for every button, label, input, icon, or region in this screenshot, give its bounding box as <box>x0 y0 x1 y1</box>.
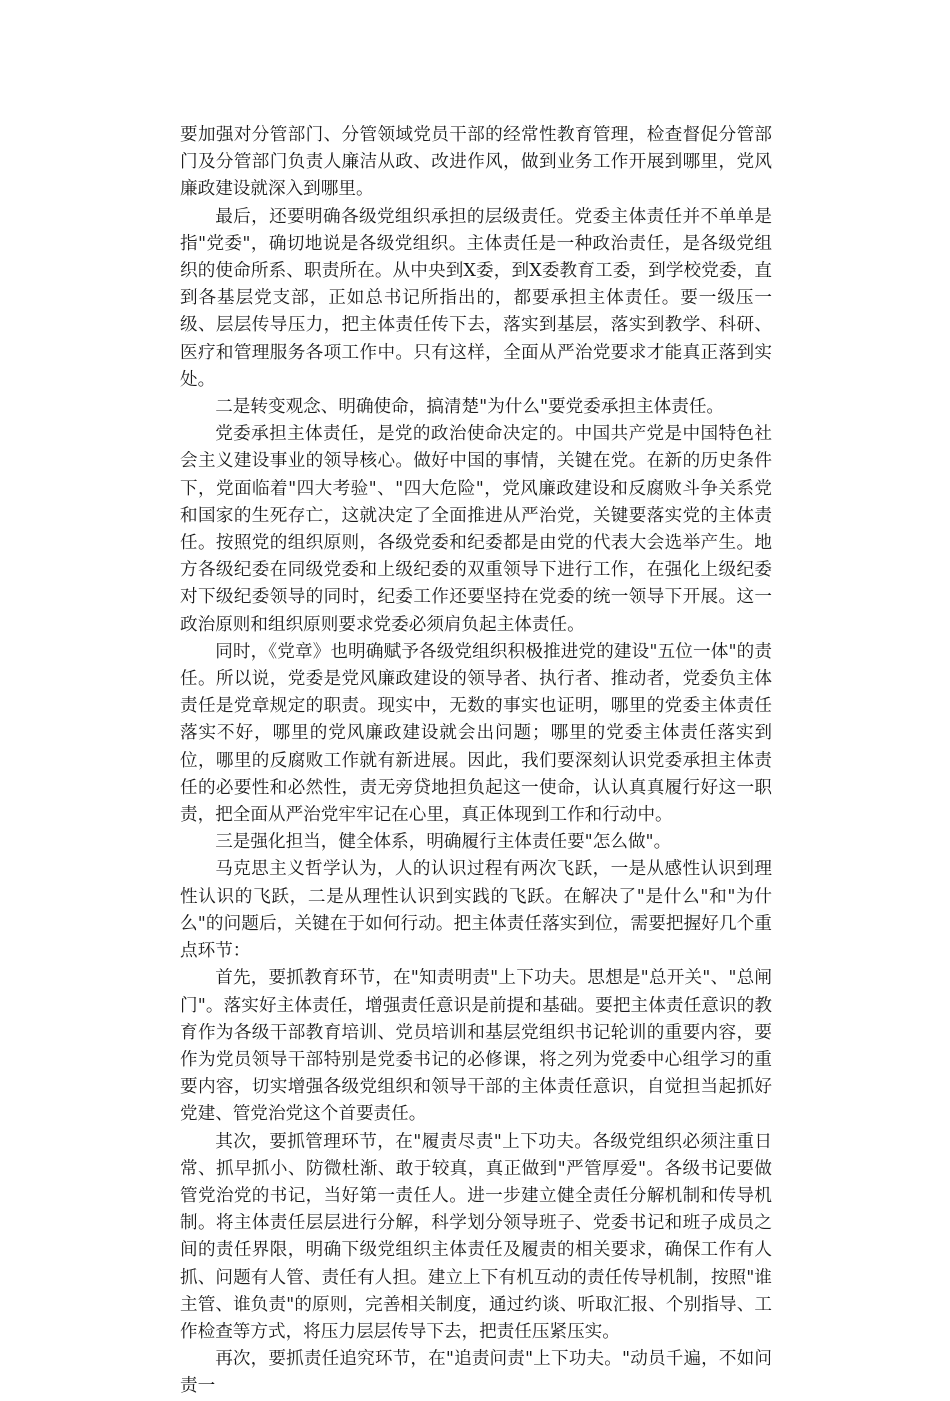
paragraph-level-responsibility: 最后，还要明确各级党组织承担的层级责任。党委主体责任并不单单是指"党委"，确切地说是各级党组织。主体责任是一种政治责任，是各级党组织的使命所系、职责所在。从中央到X委，到X委教育工委，到学校党委，直到各基层党支部，正如总书记所指出的，都要承担主体责任。要一级压一级、层层传导压力，把主体责任传下去，落实到基层，落实到教学、科研、医疗和管理服务各项工作中。只有这样，全面从严治党要求才能真正落到实处。 <box>180 206 772 390</box>
paragraph-party-constitution: 同时，《党章》也明确赋予各级党组织积极推进党的建设"五位一体"的责任。所以说，党委是党风廉政建设的领导者、执行者、推动者，党委负主体责任是党章规定的职责。现实中，无数的事实也证明，哪里的党委主体责任落实不好，哪里的党风廉政建设就会出问题；哪里的党委主体责任落实到位，哪里的反腐败工作就有新进展。因此，我们要深刻认识党委承担主体责任的必要性和必然性，责无旁贷地担负起这一使命，认认真真履行好这一职责，把全面从严治党牢牢记在心里，真正体现到工作和行动中。 <box>180 641 772 826</box>
paragraph-management-step: 其次，要抓管理环节，在"履责尽责"上下功夫。各级党组织必须注重日常、抓早抓小、防微杜渐、敢于较真，真正做到"严管厚爱"。各级书记要做管党治党的书记，当好第一责任人。进一步建立健全责任分解机制和传导机制。将主体责任层层进行分解，科学划分领导班子、党委书记和班子成员之间的责任界限，明确下级党组织主体责任及履责的相关要求，确保工作有人抓、问题有人管、责任有人担。建立上下有机互动的责任传导机制，按照"谁主管、谁负责"的原则，完善相关制度，通过约谈、听取汇报、个别指导、工作检查等方式，将压力层层传导下去，把责任压紧压实。 <box>180 1131 772 1342</box>
section-heading-how: 三是强化担当，健全体系，明确履行主体责任要"怎么做"。 <box>215 832 672 853</box>
document-body <box>180 122 772 1401</box>
paragraph-education-step: 首先，要抓教育环节，在"知责明责"上下功夫。思想是"总开关"、"总闸门"。落实好主体责任，增强责任意识是前提和基础。要把主体责任意识的教育作为各级干部教育培训、党员培训和基层党组织书记轮训的重要内容，要作为党员领导干部特别是党委书记的必修课，将之列为党委中心组学习的重要内容，切实增强各级党组织和领导干部的主体责任意识，自觉担当起抓好党建、管党治党这个首要责任。 <box>180 968 772 1125</box>
section-heading-why: 二是转变观念、明确使命，搞清楚"为什么"要党委承担主体责任。 <box>215 397 725 418</box>
paragraph-marxist-philosophy: 马克思主义哲学认为，人的认识过程有两次飞跃，一是从感性认识到理性认识的飞跃，二是从理性认识到实践的飞跃。在解决了"是什么"和"为什么"的问题后，关键在于如何行动。把主体责任落实到位，需要把握好几个重点环节： <box>180 859 772 962</box>
paragraph-political-mission: 党委承担主体责任，是党的政治使命决定的。中国共产党是中国特色社会主义建设事业的领导核心。做好中国的事情，关键在党。在新的历史条件下，党面临着"四大考验"、"四大危险"，党风廉政建设和反腐败斗争关系党和国家的生死存亡，这就决定了全面推进从严治党，关键要落实党的主体责任。按照党的组织原则，各级党委和纪委都是由党的代表大会选举产生。地方各级纪委在同级党委和上级纪委的双重领导下进行工作，在强化上级纪委对下级纪委领导的同时，纪委工作还要坚持在党委的统一领导下开展。这一政治原则和组织原则要求党委必须肩负起主体责任。 <box>180 424 772 635</box>
paragraph-continuation: 要加强对分管部门、分管领域党员干部的经常性教育管理，检查督促分管部门及分管部门负责人廉洁从政、改进作风，做到业务工作开展到哪里，党风廉政建设就深入到哪里。 <box>180 125 772 200</box>
paragraph-accountability-step: 再次，要抓责任追究环节，在"追责问责"上下功夫。"动员千遍，不如问责一 <box>180 1349 772 1397</box>
